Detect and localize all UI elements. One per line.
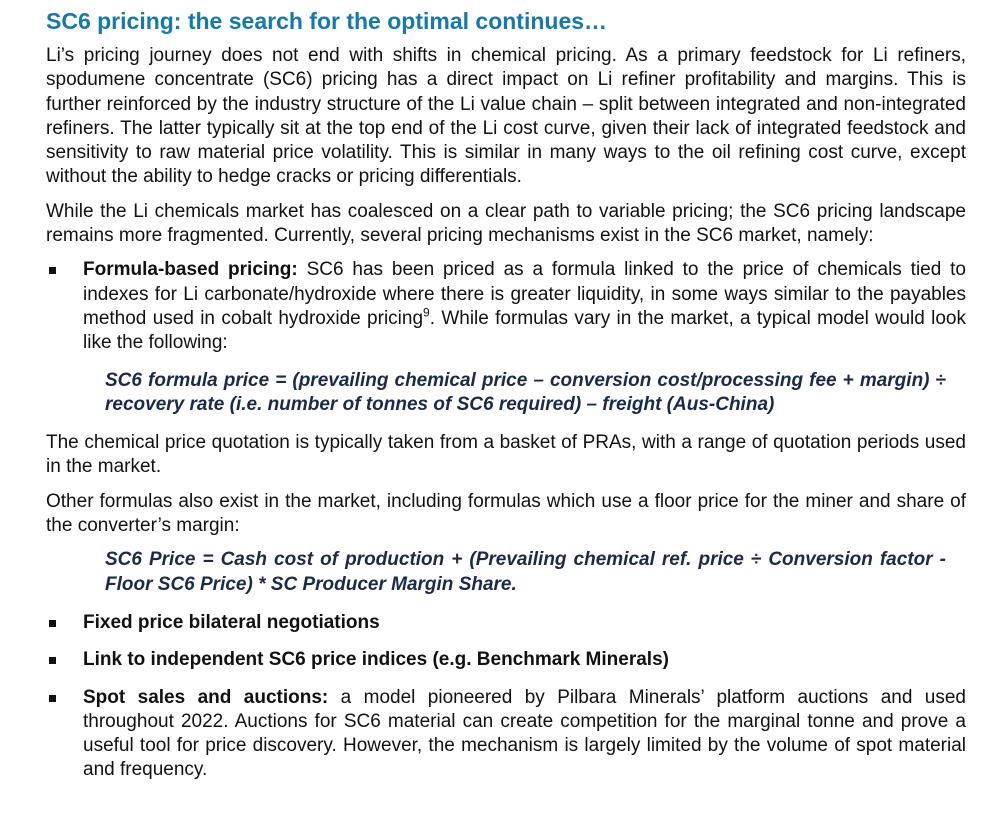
bullet-fixed-price — [46, 611, 966, 635]
bullet-formula-text: SC6 has been priced as a formula linked to the price of chemicals tied to indexes for Li carbonate/hydroxide where there is greater liquidity, in some ways similar to the payables method used in cobalt hydroxide pricing — [83, 259, 966, 329]
bullet-spot-paragraph — [83, 686, 966, 783]
bullet-spot-text: a model pioneered by Pilbara Minerals’ platform auctions and used throughout 2022. Auctions for SC6 material can create competition for the marginal tonne and prove a useful tool for price discovery. However, the mechanism is largely limited by the volume of spot material and frequency. — [83, 686, 967, 781]
bullet-formula-title: Formula-based pricing: — [83, 259, 298, 281]
intro-paragraph: Li’s pricing journey does not end with shifts in chemical pricing. As a primary feedstock for Li refiners, spodumene concentrate (SC6) pricing has a direct impact on Li refiner profitability and margins. This is further reinforced by the industry structure of the Li value chain – split between integrated and non-integrated refiners. The latter typically sit at the top end of the Li cost curve, given their lack of integrated feedstock and sensitivity to raw material price volatility. This is similar in many ways to the oil refining cost curve, except without the ability to hedge cracks or pricing differentials. — [46, 45, 966, 188]
bullet-spot-title: Spot sales and auctions: — [83, 686, 329, 708]
sc6-formula-price-equation: SC6 formula price = (prevailing chemical price – conversion cost/processing fee + margin) ÷ recovery rate (i.e. number of tonnes of SC6 required) – freight (Aus-China) — [105, 369, 946, 415]
bullet-price-indices — [46, 648, 966, 672]
bullet-formula-text-after: . While formulas vary in the market, a typical model would look like the following: — [83, 307, 966, 354]
square-bullet-icon — [49, 267, 56, 274]
market-paragraph: While the Li chemicals market has coalesced on a clear path to variable pricing; the SC6 pricing landscape remains more fragmented. Currently, several pricing mechanisms exist in the SC6 market, namely: — [46, 200, 966, 247]
bullet-indices-title: Link to independent SC6 price indices (e.g. Benchmark Minerals) — [83, 649, 669, 671]
other-formulas-paragraph: Other formulas also exist in the market, including formulas which use a floor price for the miner and share of the converter’s margin: — [46, 490, 966, 537]
square-bullet-icon — [49, 695, 56, 702]
bullet-formula-based-pricing — [46, 258, 966, 355]
square-bullet-icon — [49, 657, 56, 664]
bullet-spot-sales — [46, 686, 966, 783]
quotation-paragraph: The chemical price quotation is typically taken from a basket of PRAs, with a range of quotation periods used in the market. — [46, 432, 966, 478]
bullet-fixed-title: Fixed price bilateral negotiations — [83, 611, 380, 633]
bullet-formula-paragraph — [83, 258, 966, 355]
footnote-marker: 9 — [423, 305, 430, 320]
square-bullet-icon — [49, 620, 56, 627]
section-heading: SC6 pricing: the search for the optimal continues… — [46, 8, 608, 34]
sc6-price-equation: SC6 Price = Cash cost of production + (Prevailing chemical ref. price ÷ Conversion factor - Floor SC6 Price) * SC Producer Margin Share. — [105, 549, 946, 595]
